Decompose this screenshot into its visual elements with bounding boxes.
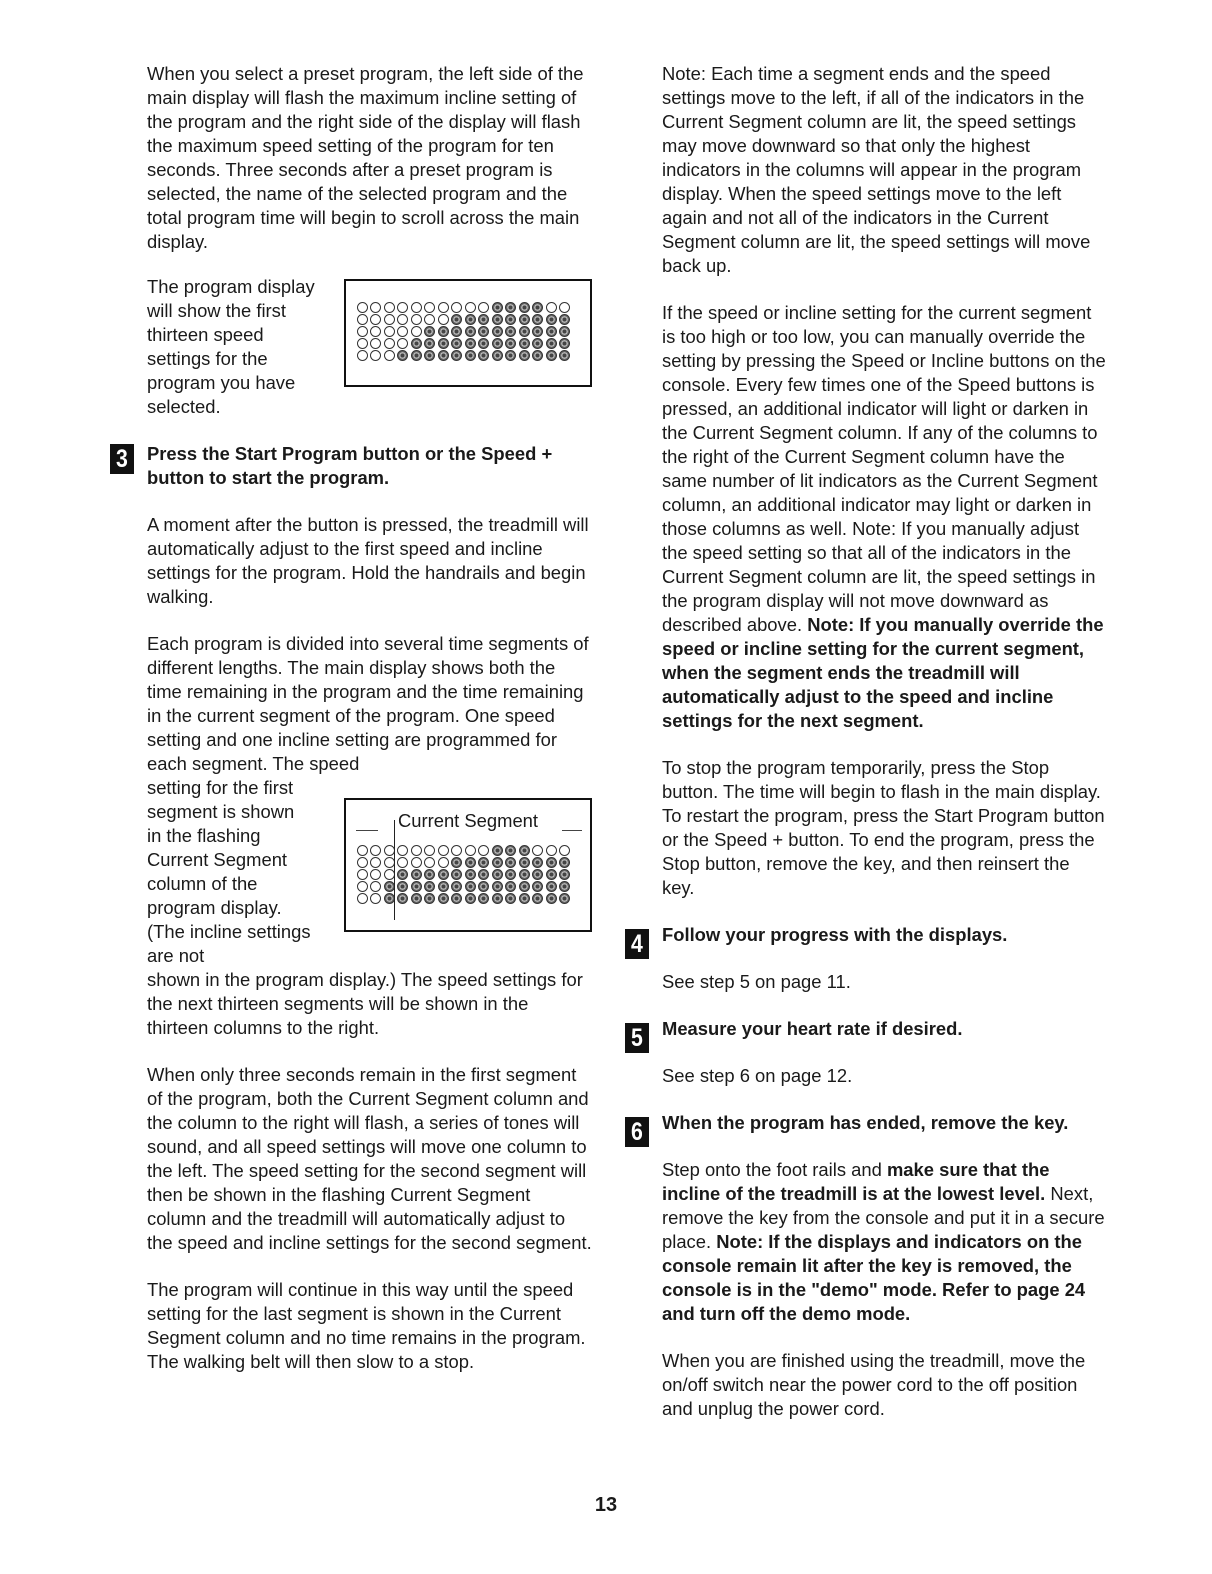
stop-paragraph: To stop the program temporarily, press the Stop button. The time will begin to flash in the main display. To restart the program, press the Start Program button or the Speed + button. To end the program, press the Stop button, remove the key, and then reinsert the key. — [662, 757, 1105, 898]
unlit-indicator — [370, 881, 381, 892]
lit-indicator — [546, 893, 557, 904]
override-bold-note: Note: If you manually override the speed or incline setting for the current segment, when the segment ends the treadmill will automatically adjust to the speed and incline settings for the next segment. — [662, 614, 1104, 731]
lit-indicator — [478, 350, 489, 361]
lit-indicator — [451, 869, 462, 880]
lit-indicator — [505, 893, 516, 904]
paragraph-three-seconds: When only three seconds remain in the first segment of the program, both the Current Segment column and the column to the right will flash, a series of tones will sound, and all speed settings will move one column to the left. The speed setting for the second segment will then be shown in the flashing Current Segment column and the treadmill will automatically adjust to the speed and incline settings for the second segment. — [147, 1064, 592, 1253]
lit-indicator — [465, 326, 476, 337]
lit-indicator — [478, 881, 489, 892]
unlit-indicator — [357, 893, 368, 904]
lit-indicator — [519, 881, 530, 892]
lit-indicator — [532, 314, 543, 325]
override-text: If the speed or incline setting for the current segment is too high or too low, you can manually override the setting by pressing the Speed or Incline buttons on the console. Every few times one of the Speed buttons is pressed, an additional indicator will light or darken in the Current Segment column. If any of the columns to the right of the Current Segment column have the same number of lit indicators as the Current Segment column, an additional indicator may light or darken in those columns as well. Note: If you manually adjust the speed setting so that all of the indicators in the Current Segment column are lit, the speed settings in the program display will not move downward as described above. — [662, 302, 1106, 635]
unlit-indicator — [546, 845, 557, 856]
lit-indicator — [559, 893, 570, 904]
paragraph-each-bottom: shown in the program display.) The speed settings for the next thirteen segments will be shown in the thirteen columns to the right. — [147, 969, 583, 1038]
lit-indicator — [519, 338, 530, 349]
unlit-indicator — [370, 302, 381, 313]
unlit-indicator — [370, 338, 381, 349]
lit-indicator — [451, 857, 462, 868]
step-6-bold-note: Note: If the displays and indicators on the console remain lit after the key is removed, the console is in the "demo" mode. Refer to page 24 and turn off the demo mode. — [662, 1231, 1086, 1324]
lit-indicator — [519, 893, 530, 904]
unlit-indicator — [411, 857, 422, 868]
lit-indicator — [519, 350, 530, 361]
lit-indicator — [559, 857, 570, 868]
lit-indicator — [492, 857, 503, 868]
unlit-indicator — [438, 314, 449, 325]
lit-indicator — [559, 869, 570, 880]
lit-indicator — [532, 893, 543, 904]
lit-indicator — [505, 350, 516, 361]
unlit-indicator — [370, 857, 381, 868]
lit-indicator — [451, 326, 462, 337]
lit-indicator — [519, 314, 530, 325]
unlit-indicator — [357, 350, 368, 361]
lit-indicator — [438, 869, 449, 880]
unlit-indicator — [357, 857, 368, 868]
unlit-indicator — [411, 845, 422, 856]
unlit-indicator — [478, 302, 489, 313]
step-4-title: Follow your progress with the displays. — [662, 924, 1008, 945]
lit-indicator — [478, 857, 489, 868]
step-6-bold-b: make sure that the incline of the treadmill is at the lowest level. — [662, 1159, 1050, 1204]
lit-indicator — [505, 869, 516, 880]
unlit-indicator — [397, 857, 408, 868]
unlit-indicator — [384, 338, 395, 349]
lit-indicator — [451, 881, 462, 892]
lit-indicator — [465, 350, 476, 361]
label-rule-right — [562, 830, 582, 831]
lit-indicator — [505, 338, 516, 349]
unlit-indicator — [370, 350, 381, 361]
step-number-badge: 5 — [625, 1023, 649, 1053]
lit-indicator — [532, 881, 543, 892]
lit-indicator — [492, 881, 503, 892]
step-5 — [631, 1017, 1107, 1052]
unlit-indicator — [424, 845, 435, 856]
current-segment-label: Current Segment — [397, 810, 539, 831]
lit-indicator — [451, 893, 462, 904]
lit-indicator — [411, 893, 422, 904]
lit-indicator — [478, 314, 489, 325]
lit-indicator — [546, 869, 557, 880]
unlit-indicator — [546, 302, 557, 313]
lit-indicator — [519, 302, 530, 313]
step-4 — [631, 923, 1107, 958]
lit-indicator — [492, 845, 503, 856]
unlit-indicator — [370, 314, 381, 325]
label-rule-left — [356, 830, 378, 831]
lit-indicator — [411, 869, 422, 880]
lit-indicator — [451, 314, 462, 325]
lit-indicator — [411, 881, 422, 892]
unlit-indicator — [357, 314, 368, 325]
unlit-indicator — [451, 845, 462, 856]
unlit-indicator — [384, 302, 395, 313]
lit-indicator — [532, 350, 543, 361]
lit-indicator — [505, 302, 516, 313]
lit-indicator — [559, 326, 570, 337]
current-segment-figure — [344, 798, 592, 932]
unlit-indicator — [384, 845, 395, 856]
lit-indicator — [505, 314, 516, 325]
finished-paragraph: When you are finished using the treadmill, move the on/off switch near the power cord to the off position and unplug the power cord. — [662, 1350, 1086, 1419]
lit-indicator — [384, 893, 395, 904]
unlit-indicator — [424, 857, 435, 868]
unlit-indicator — [438, 857, 449, 868]
step-6-text-a: Step onto the foot rails and — [662, 1159, 882, 1180]
lit-indicator — [519, 857, 530, 868]
unlit-indicator — [559, 845, 570, 856]
lit-indicator — [465, 893, 476, 904]
unlit-indicator — [384, 350, 395, 361]
unlit-indicator — [370, 869, 381, 880]
left-column — [116, 62, 592, 1374]
lit-indicator — [438, 881, 449, 892]
lit-indicator — [397, 869, 408, 880]
lit-indicator — [532, 857, 543, 868]
lit-indicator — [478, 869, 489, 880]
lit-indicator — [532, 869, 543, 880]
unlit-indicator — [424, 302, 435, 313]
lit-indicator — [546, 881, 557, 892]
unlit-indicator — [465, 845, 476, 856]
unlit-indicator — [559, 302, 570, 313]
lit-indicator — [505, 881, 516, 892]
lit-indicator — [411, 350, 422, 361]
lit-indicator — [465, 881, 476, 892]
unlit-indicator — [438, 302, 449, 313]
lit-indicator — [546, 314, 557, 325]
step-6-title: When the program has ended, remove the key. — [662, 1112, 1069, 1133]
unlit-indicator — [397, 338, 408, 349]
indicator-grid — [346, 844, 590, 904]
lit-indicator — [532, 338, 543, 349]
lit-indicator — [546, 857, 557, 868]
unlit-indicator — [370, 893, 381, 904]
lit-indicator — [505, 845, 516, 856]
lit-indicator — [424, 350, 435, 361]
lit-indicator — [546, 326, 557, 337]
step-4-text: See step 5 on page 11. — [662, 971, 851, 992]
lit-indicator — [492, 350, 503, 361]
lit-indicator — [505, 857, 516, 868]
lit-indicator — [478, 326, 489, 337]
lit-indicator — [519, 845, 530, 856]
lit-indicator — [492, 893, 503, 904]
note-paragraph: Note: Each time a segment ends and the speed settings move to the left, if all of the indicators in the Current Segment column are lit, the speed settings may move downward so that only the highest indicators in the columns will appear in the program display. When the speed settings move to the left again and not all of the indicators in the Current Segment column are lit, the speed settings will move back up. — [662, 63, 1091, 276]
unlit-indicator — [397, 314, 408, 325]
step-5-text: See step 6 on page 12. — [662, 1065, 853, 1086]
unlit-indicator — [465, 302, 476, 313]
unlit-indicator — [357, 302, 368, 313]
lit-indicator — [424, 869, 435, 880]
current-segment-section — [147, 776, 592, 968]
lit-indicator — [492, 869, 503, 880]
current-segment-pointer — [394, 820, 395, 920]
unlit-indicator — [384, 326, 395, 337]
lit-indicator — [465, 857, 476, 868]
lit-indicator — [424, 893, 435, 904]
right-column — [631, 62, 1107, 1421]
unlit-indicator — [478, 845, 489, 856]
paragraph-each-float: setting for the first segment is shown in the flashing Current Segment column of the program display. (The incline settings are not — [147, 777, 311, 966]
step-5-title: Measure your heart rate if desired. — [662, 1018, 963, 1039]
unlit-indicator — [357, 338, 368, 349]
lit-indicator — [505, 326, 516, 337]
lit-indicator — [465, 314, 476, 325]
lit-indicator — [532, 302, 543, 313]
override-paragraph — [662, 301, 1107, 733]
lit-indicator — [397, 893, 408, 904]
unlit-indicator — [357, 845, 368, 856]
lit-indicator — [559, 338, 570, 349]
lit-indicator — [424, 338, 435, 349]
unlit-indicator — [370, 845, 381, 856]
lit-indicator — [384, 881, 395, 892]
step-6-text-c: Next, remove the key from the console and put it in a secure place. — [662, 1183, 1105, 1252]
program-display-text: The program display will show the first thirteen speed settings for the program you have selected. — [147, 276, 315, 417]
step-number-badge: 4 — [625, 929, 649, 959]
lit-indicator — [424, 326, 435, 337]
lit-indicator — [478, 893, 489, 904]
unlit-indicator — [451, 302, 462, 313]
lit-indicator — [519, 326, 530, 337]
paragraph-continue: The program will continue in this way until the speed setting for the last segment is shown in the Current Segment column and no time remains in the program. The walking belt will then slow to a stop. — [147, 1279, 586, 1372]
paragraph-moment: A moment after the button is pressed, the treadmill will automatically adjust to the first speed and incline settings for the program. Hold the handrails and begin walking. — [147, 514, 589, 607]
unlit-indicator — [397, 845, 408, 856]
lit-indicator — [438, 338, 449, 349]
lit-indicator — [397, 350, 408, 361]
lit-indicator — [492, 302, 503, 313]
lit-indicator — [451, 338, 462, 349]
lit-indicator — [519, 869, 530, 880]
lit-indicator — [492, 314, 503, 325]
unlit-indicator — [424, 314, 435, 325]
lit-indicator — [438, 350, 449, 361]
unlit-indicator — [411, 314, 422, 325]
paragraph-each-top: Each program is divided into several time segments of different lengths. The main display shows both the time remaining in the program and the time remaining in the current segment of the program. One speed setting and one incline setting are programmed for each segment. The speed — [147, 633, 589, 774]
step-number-badge: 3 — [110, 444, 134, 474]
program-display-section — [147, 275, 592, 419]
lit-indicator — [559, 881, 570, 892]
lit-indicator — [559, 314, 570, 325]
lit-indicator — [451, 350, 462, 361]
unlit-indicator — [357, 326, 368, 337]
unlit-indicator — [411, 302, 422, 313]
unlit-indicator — [357, 881, 368, 892]
unlit-indicator — [384, 314, 395, 325]
lit-indicator — [492, 338, 503, 349]
lit-indicator — [424, 881, 435, 892]
unlit-indicator — [438, 845, 449, 856]
lit-indicator — [438, 326, 449, 337]
unlit-indicator — [397, 302, 408, 313]
program-display-figure — [344, 279, 592, 387]
unlit-indicator — [532, 845, 543, 856]
unlit-indicator — [397, 326, 408, 337]
lit-indicator — [559, 350, 570, 361]
lit-indicator — [478, 338, 489, 349]
lit-indicator — [465, 338, 476, 349]
step-6 — [631, 1111, 1107, 1146]
lit-indicator — [492, 326, 503, 337]
unlit-indicator — [357, 869, 368, 880]
step-6-paragraph — [662, 1158, 1107, 1326]
unlit-indicator — [411, 326, 422, 337]
page-number: 13 — [594, 1494, 618, 1516]
lit-indicator — [546, 338, 557, 349]
lit-indicator — [546, 350, 557, 361]
unlit-indicator — [384, 869, 395, 880]
lit-indicator — [532, 326, 543, 337]
lit-indicator — [397, 881, 408, 892]
intro-paragraph: When you select a preset program, the left side of the main display will flash the maximum incline setting of the program and the right side of the display will flash the maximum speed setting of the program for ten seconds. Three seconds after a preset program is selected, the name of the selected program and the total program time will begin to scroll across the main display. — [147, 63, 584, 252]
step-3 — [116, 442, 592, 490]
unlit-indicator — [384, 857, 395, 868]
lit-indicator — [438, 893, 449, 904]
step-number-badge: 6 — [625, 1117, 649, 1147]
step-3-title: Press the Start Program button or the Speed + button to start the program. — [147, 443, 553, 488]
lit-indicator — [465, 869, 476, 880]
lit-indicator — [411, 338, 422, 349]
unlit-indicator — [370, 326, 381, 337]
indicator-grid — [346, 301, 590, 361]
